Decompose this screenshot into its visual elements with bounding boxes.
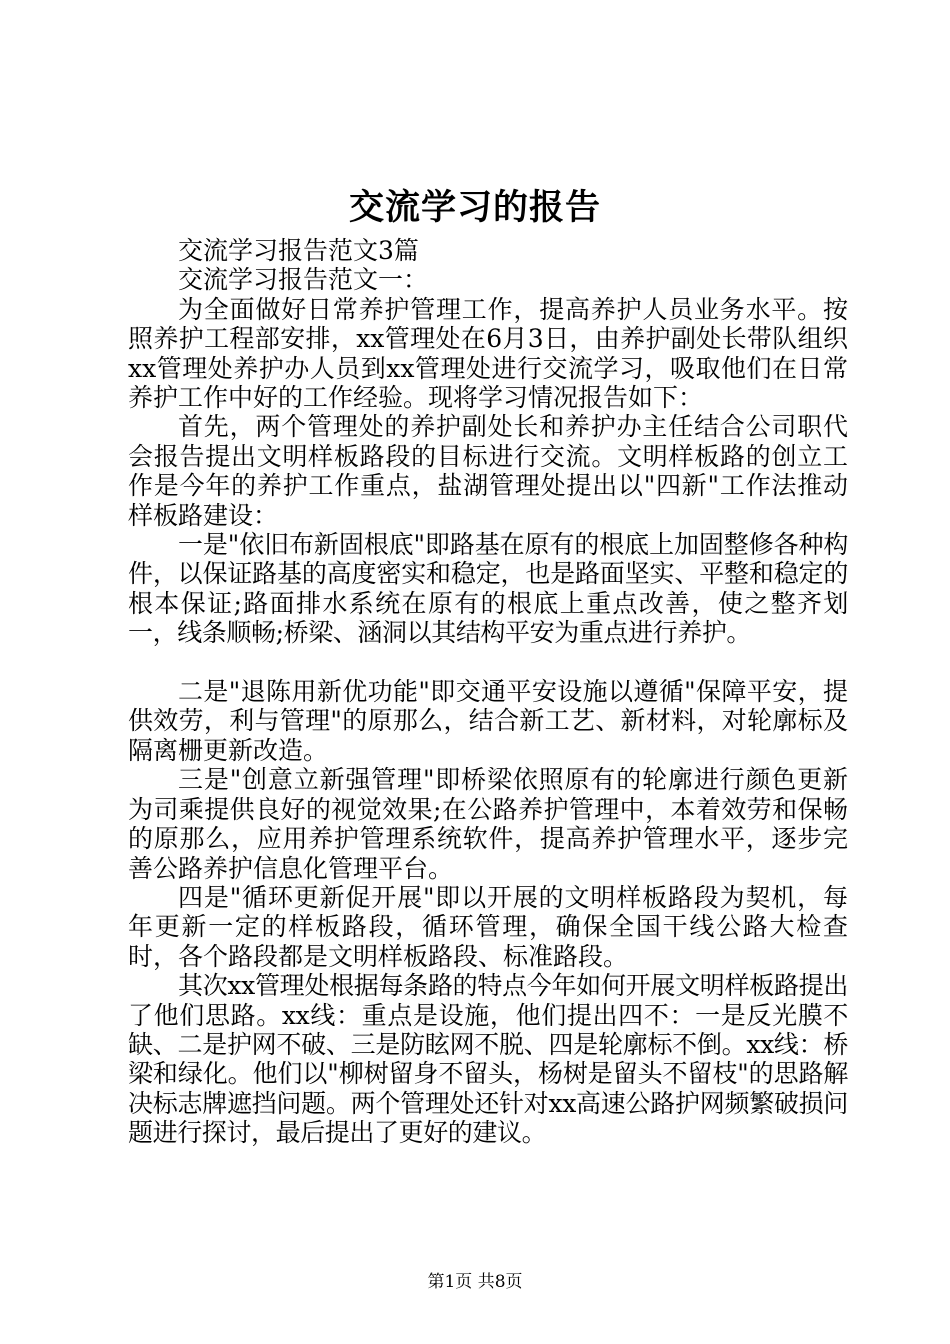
body-paragraph: 一是"依旧布新固根底"即路基在原有的根底上加固整修各种构件，以保证路基的高度密实和稳定，也是路面坚实、平整和稳定的根本保证;路面排水系统在原有的根底上重点改善，使之整齐划一，线条顺畅;桥梁、涵洞以其结构平安为重点进行养护。 (128, 530, 848, 648)
body-paragraph: 三是"创意立新强管理"即桥梁依照原有的轮廓进行颜色更新为司乘提供良好的视觉效果;在公路养护管理中，本着效劳和保畅的原那么，应用养护管理系统软件，提高养护管理水平，逐步完善公路养护信息化管理平台。 (128, 765, 848, 883)
body-paragraph: 二是"退陈用新优功能"即交通平安设施以遵循"保障平安，提供效劳，利与管理"的原那么，结合新工艺、新材料，对轮廓标及隔离栅更新改造。 (128, 677, 848, 765)
body-paragraph: 首先，两个管理处的养护副处长和养护办主任结合公司职代会报告提出文明样板路段的目标进行交流。文明样板路的创立工作是今年的养护工作重点，盐湖管理处提出以"四新"工作法推动样板路建设： (128, 412, 848, 530)
page-title: 交流学习的报告 (348, 187, 601, 228)
blank-line (128, 648, 848, 677)
document-body (128, 236, 848, 1148)
body-paragraph: 为全面做好日常养护管理工作，提高养护人员业务水平。按照养护工程部安排，xx管理处在6月3日，由养护副处长带队组织xx管理处养护办人员到xx管理处进行交流学习，吸取他们在日常养护工作中好的工作经验。现将学习情况报告如下： (128, 294, 848, 413)
body-paragraph: 四是"循环更新促开展"即以开展的文明样板路段为契机，每年更新一定的样板路段，循环管理，确保全国干线公路大检查时，各个路段都是文明样板路段、标准路段。 (128, 882, 848, 971)
section-heading: 交流学习报告范文一： (178, 265, 429, 295)
body-paragraph: 其次xx管理处根据每条路的特点今年如何开展文明样板路提出了他们思路。xx线：重点是设施，他们提出四不：一是反光膜不缺、二是护网不破、三是防眩网不脱、四是轮廓标不倒。xx线：桥梁和绿化。他们以"柳树留身不留头，杨树是留头不留枝"的思路解决标志牌遮挡问题。两个管理处还针对xx高速公路护网频繁破损问题进行探讨，最后提出了更好的建议。 (128, 971, 848, 1148)
page-footer: 第1页 共8页 (427, 1272, 523, 1292)
subtitle-paragraph: 交流学习报告范文3篇 (178, 236, 419, 265)
